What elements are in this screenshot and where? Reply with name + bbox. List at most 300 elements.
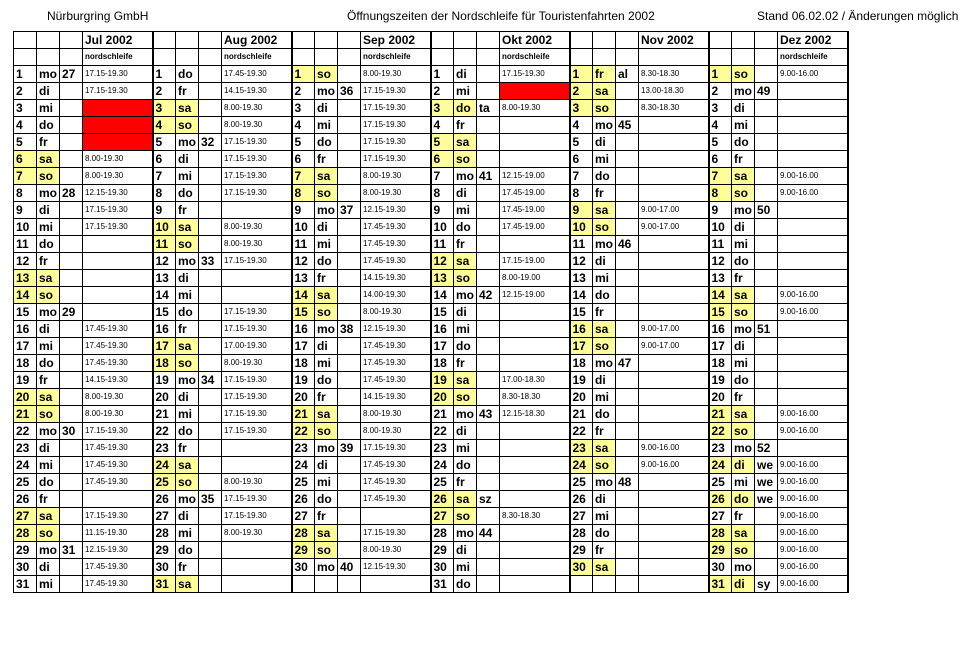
weekday: so [732,66,755,83]
day-number: 25 [153,474,176,491]
week-or-note [755,287,778,304]
weekday: mo [176,253,199,270]
day-number: 16 [292,321,315,338]
week-or-note: 49 [755,83,778,100]
week-or-note [477,321,500,338]
weekday: fr [454,355,477,372]
opening-hours: 8.00-19.30 [83,168,153,185]
week-or-note: 44 [477,525,500,542]
weekday: so [315,185,338,202]
weekday: fr [176,321,199,338]
opening-hours [83,270,153,287]
weekday: sa [176,338,199,355]
day-row [14,134,848,151]
day-number: 1 [570,66,593,83]
opening-hours [778,440,848,457]
week-or-note [477,117,500,134]
weekday: fr [593,542,616,559]
weekday: fr [732,270,755,287]
opening-hours [83,236,153,253]
weekday: fr [315,270,338,287]
month-spacer [477,32,500,49]
opening-hours: 9.00-16.00 [778,525,848,542]
day-number: 3 [292,100,315,117]
day-number: 29 [570,542,593,559]
day-number: 2 [14,83,37,100]
weekday: do [732,491,755,508]
weekday: sa [732,168,755,185]
day-row [14,117,848,134]
weekday: mo [37,66,60,83]
opening-hours [639,542,709,559]
weekday: fr [454,236,477,253]
day-number: 3 [431,100,454,117]
day-number: 8 [14,185,37,202]
weekday: so [37,168,60,185]
weekday: do [454,338,477,355]
opening-hours: 9.00-17.00 [639,338,709,355]
weekday: mo [315,440,338,457]
week-or-note [338,287,361,304]
opening-hours: 12.15-19.30 [361,202,431,219]
opening-hours: 17.15-19.30 [222,389,292,406]
opening-hours: 8.00-19.30 [222,525,292,542]
weekday: fr [176,83,199,100]
day-number: 14 [431,287,454,304]
opening-hours [500,338,570,355]
track-spacer [153,49,176,66]
opening-hours: 17.15-19.30 [222,406,292,423]
day-number: 26 [292,491,315,508]
day-number: 21 [709,406,732,423]
weekday: di [37,559,60,576]
weekday: di [315,219,338,236]
day-row [14,83,848,100]
day-row [14,491,848,508]
opening-hours [500,559,570,576]
day-number: 10 [431,219,454,236]
week-or-note: 51 [755,321,778,338]
week-or-note [477,270,500,287]
weekday: sa [732,406,755,423]
week-or-note [477,185,500,202]
weekday: mi [593,508,616,525]
opening-hours: 17.15-19.30 [500,66,570,83]
track-spacer [616,49,639,66]
month-spacer [431,32,454,49]
day-number: 8 [292,185,315,202]
week-or-note [199,440,222,457]
opening-hours: 8.00-19.30 [361,406,431,423]
day-number: 15 [709,304,732,321]
week-or-note [477,372,500,389]
weekday: so [593,457,616,474]
day-row [14,270,848,287]
day-number: 19 [153,372,176,389]
weekday: sa [593,83,616,100]
opening-hours [639,559,709,576]
empty-cell [361,576,431,593]
opening-hours: 17.45-19.30 [361,355,431,372]
company-name: Nürburgring GmbH [47,9,149,23]
weekday: sa [454,134,477,151]
weekday: sa [593,559,616,576]
weekday: do [732,134,755,151]
day-number: 28 [570,525,593,542]
week-or-note [616,304,639,321]
opening-hours: 17.15-19.30 [222,304,292,321]
weekday: fr [37,372,60,389]
week-or-note [755,168,778,185]
week-or-note [338,406,361,423]
opening-hours: 8.00-19.30 [222,355,292,372]
week-or-note [755,219,778,236]
weekday: so [176,474,199,491]
weekday: mo [315,202,338,219]
opening-hours: 17.15-19.30 [361,440,431,457]
track-label: nordschleife [361,49,431,66]
opening-hours: 8.30-18.30 [639,100,709,117]
day-number: 20 [14,389,37,406]
opening-hours: 9.00-16.00 [778,304,848,321]
day-number: 4 [431,117,454,134]
day-number: 13 [14,270,37,287]
opening-hours: 17.15-19.30 [83,219,153,236]
weekday: do [454,457,477,474]
opening-hours [500,457,570,474]
opening-hours [83,287,153,304]
day-number: 28 [709,525,732,542]
opening-hours: 17.45-19.30 [222,66,292,83]
weekday: di [315,100,338,117]
opening-hours: 9.00-16.00 [778,491,848,508]
weekday: so [454,270,477,287]
weekday: mo [315,321,338,338]
day-number: 8 [570,185,593,202]
week-or-note [60,117,83,134]
opening-hours: 17.15-19.30 [222,423,292,440]
track-spacer [755,49,778,66]
week-or-note: 28 [60,185,83,202]
day-number: 16 [431,321,454,338]
weekday: so [454,151,477,168]
track-header-row [14,49,848,66]
opening-hours: 17.45-19.30 [83,576,153,593]
opening-hours: 17.45-19.30 [83,321,153,338]
day-number: 25 [570,474,593,491]
weekday: so [732,542,755,559]
opening-hours [778,219,848,236]
weekday: sa [176,100,199,117]
week-or-note [755,372,778,389]
opening-hours: 13.00-18.30 [639,83,709,100]
opening-hours: 9.00-16.00 [778,559,848,576]
day-number: 2 [292,83,315,100]
day-number: 5 [570,134,593,151]
day-number: 23 [570,440,593,457]
weekday: do [176,66,199,83]
opening-hours: 17.15-19.30 [222,151,292,168]
week-or-note [199,236,222,253]
week-or-note [477,338,500,355]
day-number: 31 [153,576,176,593]
opening-hours [639,372,709,389]
opening-hours: 12.15-19.00 [500,287,570,304]
week-or-note [755,559,778,576]
weekday: so [176,236,199,253]
weekday: sa [176,219,199,236]
month-spacer [292,32,315,49]
day-number: 18 [153,355,176,372]
opening-hours [222,287,292,304]
month-spacer [732,32,755,49]
weekday: di [732,100,755,117]
day-row [14,389,848,406]
day-number: 14 [570,287,593,304]
week-or-note [616,168,639,185]
day-number: 10 [14,219,37,236]
closed-marker [83,117,153,134]
weekday: sa [176,457,199,474]
weekday: so [732,304,755,321]
day-number: 2 [570,83,593,100]
opening-hours [639,389,709,406]
opening-hours [639,508,709,525]
day-number: 19 [14,372,37,389]
week-or-note [477,576,500,593]
track-spacer [37,49,60,66]
day-number: 4 [14,117,37,134]
day-number: 9 [570,202,593,219]
day-number: 19 [292,372,315,389]
week-or-note: 50 [755,202,778,219]
opening-hours: 12.15-19.30 [361,559,431,576]
weekday: mi [37,100,60,117]
day-number: 10 [153,219,176,236]
weekday: sa [732,287,755,304]
day-row [14,355,848,372]
weekday: sa [315,525,338,542]
day-row [14,168,848,185]
track-spacer [60,49,83,66]
opening-hours: 17.45-19.30 [83,440,153,457]
week-or-note [60,100,83,117]
day-number: 13 [153,270,176,287]
weekday: sa [315,406,338,423]
week-or-note [60,525,83,542]
opening-hours: 8.00-19.30 [222,117,292,134]
day-number: 5 [709,134,732,151]
day-row [14,559,848,576]
week-or-note [338,372,361,389]
day-number: 9 [292,202,315,219]
weekday: mo [176,491,199,508]
month-label: Aug 2002 [222,32,292,49]
opening-hours [500,576,570,593]
day-number: 23 [153,440,176,457]
weekday: do [37,117,60,134]
opening-hours: 17.15-19.30 [222,491,292,508]
day-number: 3 [153,100,176,117]
weekday: fr [732,151,755,168]
week-or-note: we [755,491,778,508]
day-number: 1 [292,66,315,83]
day-number: 16 [14,321,37,338]
weekday: di [176,508,199,525]
day-number: 13 [709,270,732,287]
week-or-note [60,457,83,474]
opening-hours: 17.15-19.30 [222,508,292,525]
day-number: 17 [153,338,176,355]
opening-hours [500,491,570,508]
opening-hours: 8.00-19.30 [361,423,431,440]
week-or-note: 30 [60,423,83,440]
week-or-note: 36 [338,83,361,100]
weekday: di [315,338,338,355]
day-number: 15 [153,304,176,321]
day-number: 19 [431,372,454,389]
track-spacer [570,49,593,66]
weekday: di [454,304,477,321]
opening-hours [500,321,570,338]
weekday: do [593,525,616,542]
day-number: 1 [14,66,37,83]
day-number: 30 [153,559,176,576]
opening-hours: 17.15-19.30 [83,423,153,440]
day-number: 30 [709,559,732,576]
weekday: fr [176,559,199,576]
weekday: mi [315,355,338,372]
day-number: 19 [570,372,593,389]
opening-hours [639,406,709,423]
opening-hours: 17.45-19.30 [361,491,431,508]
page-title: Öffnungszeiten der Nordschleife für Touristenfahrten 2002 [347,9,655,23]
week-or-note [60,134,83,151]
week-or-note [60,219,83,236]
opening-hours: 17.15-19.30 [222,253,292,270]
day-number: 16 [709,321,732,338]
calendar-table [13,31,849,593]
opening-hours [778,270,848,287]
weekday: mi [176,287,199,304]
week-or-note [616,406,639,423]
weekday: sa [454,253,477,270]
week-or-note [616,525,639,542]
week-or-note [60,83,83,100]
week-or-note: al [616,66,639,83]
weekday: fr [454,117,477,134]
weekday: di [176,270,199,287]
weekday: mo [454,168,477,185]
week-or-note [616,389,639,406]
weekday: do [732,253,755,270]
week-or-note: 43 [477,406,500,423]
opening-hours [639,270,709,287]
closed-marker [83,100,153,117]
opening-hours: 17.45-19.30 [361,253,431,270]
track-spacer [14,49,37,66]
weekday: do [593,287,616,304]
week-or-note [477,559,500,576]
weekday: so [732,423,755,440]
weekday: mo [454,287,477,304]
day-number: 31 [709,576,732,593]
day-number: 20 [431,389,454,406]
week-or-note: 45 [616,117,639,134]
opening-hours: 17.45-19.30 [83,559,153,576]
opening-hours: 17.15-19.30 [222,185,292,202]
opening-hours: 8.00-19.30 [83,406,153,423]
weekday: fr [732,389,755,406]
opening-hours: 8.30-18.30 [500,389,570,406]
week-or-note: 27 [60,66,83,83]
day-number: 31 [431,576,454,593]
weekday: fr [315,508,338,525]
opening-hours: 17.15-19.00 [500,253,570,270]
day-number: 7 [14,168,37,185]
day-number: 5 [14,134,37,151]
weekday: fr [732,508,755,525]
day-number: 8 [153,185,176,202]
week-or-note [477,304,500,321]
week-or-note [60,287,83,304]
opening-hours [83,491,153,508]
weekday: do [315,372,338,389]
month-label: Okt 2002 [500,32,570,49]
opening-hours: 12.15-19.00 [500,168,570,185]
weekday: do [176,304,199,321]
month-label: Jul 2002 [83,32,153,49]
week-or-note: 29 [60,304,83,321]
week-or-note [477,236,500,253]
week-or-note: 37 [338,202,361,219]
opening-hours: 9.00-16.00 [639,440,709,457]
day-number: 22 [709,423,732,440]
month-spacer [199,32,222,49]
day-number: 5 [431,134,454,151]
weekday: do [732,372,755,389]
opening-hours: 9.00-16.00 [778,185,848,202]
weekday: sa [315,287,338,304]
weekday: fr [593,304,616,321]
day-number: 3 [14,100,37,117]
week-or-note: we [755,457,778,474]
opening-hours: 8.30-18.30 [500,508,570,525]
weekday: do [454,576,477,593]
weekday: mi [176,525,199,542]
week-or-note [755,338,778,355]
opening-hours [639,304,709,321]
opening-hours [83,304,153,321]
day-number: 22 [153,423,176,440]
day-row [14,406,848,423]
day-number: 28 [431,525,454,542]
week-or-note [338,423,361,440]
opening-hours: 8.00-19.00 [500,270,570,287]
opening-hours: 9.00-16.00 [778,508,848,525]
weekday: mo [593,355,616,372]
day-number: 13 [431,270,454,287]
week-or-note: ta [477,100,500,117]
day-number: 25 [431,474,454,491]
week-or-note [60,474,83,491]
week-or-note [199,185,222,202]
day-number: 12 [431,253,454,270]
day-number: 24 [570,457,593,474]
week-or-note [199,287,222,304]
day-number: 22 [14,423,37,440]
opening-hours [639,117,709,134]
